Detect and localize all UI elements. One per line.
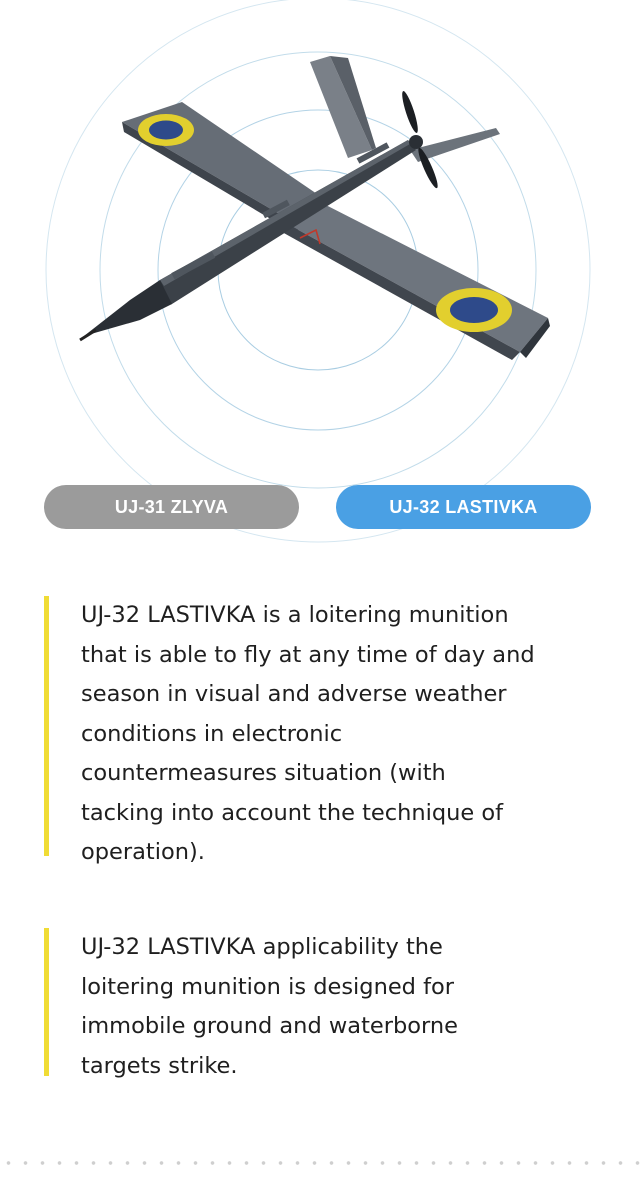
tab-uj-31-zlyva[interactable] xyxy=(44,485,299,529)
description-paragraph-2 xyxy=(44,928,604,1079)
paragraph-line: that is able to fly at any time of day and xyxy=(81,641,535,668)
paragraph-line: season in visual and adverse weather xyxy=(81,681,507,707)
tab-label: UJ-32 LASTIVKA xyxy=(389,496,538,517)
paragraph-line: UJ-32 LASTIVKA is a loitering munition xyxy=(81,602,509,628)
paragraph-line: countermeasures situation (with xyxy=(81,760,446,786)
paragraph-line: UJ-32 LASTIVKA applicability the xyxy=(81,934,443,960)
model-tabs xyxy=(0,485,642,531)
tab-label: UJ-31 ZLYVA xyxy=(114,496,229,517)
drone-shape xyxy=(80,56,550,360)
paragraph-line: conditions in electronic xyxy=(81,720,343,747)
paragraph-line: tacking into account the technique of xyxy=(81,799,504,826)
drone-illustration xyxy=(0,0,642,560)
paragraph-line: targets strike. xyxy=(81,1052,238,1079)
description-paragraph-1 xyxy=(44,596,604,865)
hero-section xyxy=(0,0,642,560)
tab-uj-32-lastivka[interactable] xyxy=(336,485,591,529)
paragraph-line: loitering munition is designed for xyxy=(81,973,455,1000)
paragraph-line: immobile ground and waterborne xyxy=(81,1013,458,1039)
paragraph-line: operation). xyxy=(81,839,205,865)
dotted-divider xyxy=(0,1160,642,1166)
